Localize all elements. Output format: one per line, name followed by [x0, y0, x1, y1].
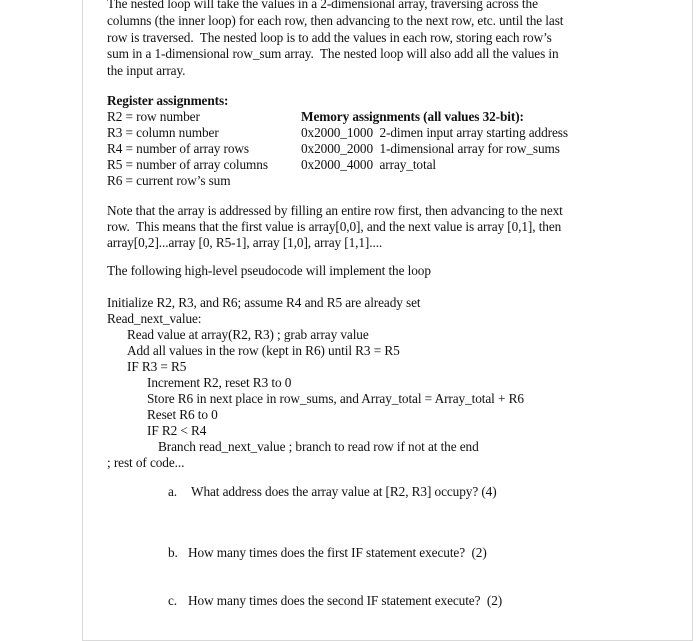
- code-line: Reset R6 to 0: [147, 407, 218, 422]
- memory-item: 0x2000_4000 array_total: [301, 157, 436, 172]
- register-item: R6 = current row’s sum: [107, 173, 231, 188]
- note-line: array[0,2]...array [0, R5-1], array [1,0], array [1,1]....: [107, 235, 383, 250]
- intro-line: columns (the inner loop) for each row, then advancing to the next row, etc. until the last: [107, 13, 564, 28]
- code-line: Branch read_next_value ; branch to read row if not at the end: [158, 439, 479, 454]
- register-item: R2 = row number: [107, 109, 200, 124]
- question-letter: a.: [168, 484, 178, 499]
- question-text: How many times does the first IF statement execute? (2): [188, 545, 487, 560]
- memory-heading: Memory assignments (all values 32-bit):: [301, 109, 524, 124]
- note-line: row. This means that the first value is array[0,0], and the next value is array [0,1], then: [107, 219, 562, 234]
- register-item: R3 = column number: [107, 125, 219, 140]
- code-line: Read value at array(R2, R3) ; grab array value: [127, 327, 369, 342]
- code-line: Store R6 in next place in row_sums, and Array_total = Array_total + R6: [147, 391, 524, 406]
- code-line: Add all values in the row (kept in R6) until R3 = R5: [127, 343, 400, 358]
- pseudocode-intro: The following high-level pseudocode will implement the loop: [107, 263, 431, 278]
- code-line: ; rest of code...: [107, 455, 185, 470]
- question-text: How many times does the second IF statement execute? (2): [188, 593, 503, 608]
- code-line: IF R3 = R5: [127, 359, 187, 374]
- question-letter: b.: [168, 545, 178, 560]
- register-heading: Register assignments:: [107, 93, 229, 108]
- intro-line: sum in a 1-dimensional row_sum array. The nested loop will also add all the values in: [107, 46, 559, 61]
- note-line: Note that the array is addressed by filling an entire row first, then advancing to the next: [107, 203, 563, 218]
- question-text: What address does the array value at [R2, R3] occupy? (4): [191, 484, 497, 499]
- code-line: IF R2 < R4: [147, 423, 207, 438]
- register-item: R4 = number of array rows: [107, 141, 249, 156]
- question-letter: c.: [168, 593, 178, 608]
- memory-item: 0x2000_1000 2-dimen input array starting address: [301, 125, 568, 140]
- code-line: Initialize R2, R3, and R6; assume R4 and R5 are already set: [107, 295, 421, 310]
- register-item: R5 = number of array columns: [107, 157, 268, 172]
- code-line: Increment R2, reset R3 to 0: [147, 375, 292, 390]
- intro-line: The nested loop will take the values in a 2-dimensional array, traversing across the: [107, 0, 538, 11]
- intro-line: the input array.: [107, 63, 186, 78]
- intro-line: row is traversed. The nested loop is to add the values in each row, storing each row’s: [107, 30, 552, 45]
- memory-item: 0x2000_2000 1-dimensional array for row_sums: [301, 141, 560, 156]
- code-line: Read_next_value:: [107, 311, 202, 326]
